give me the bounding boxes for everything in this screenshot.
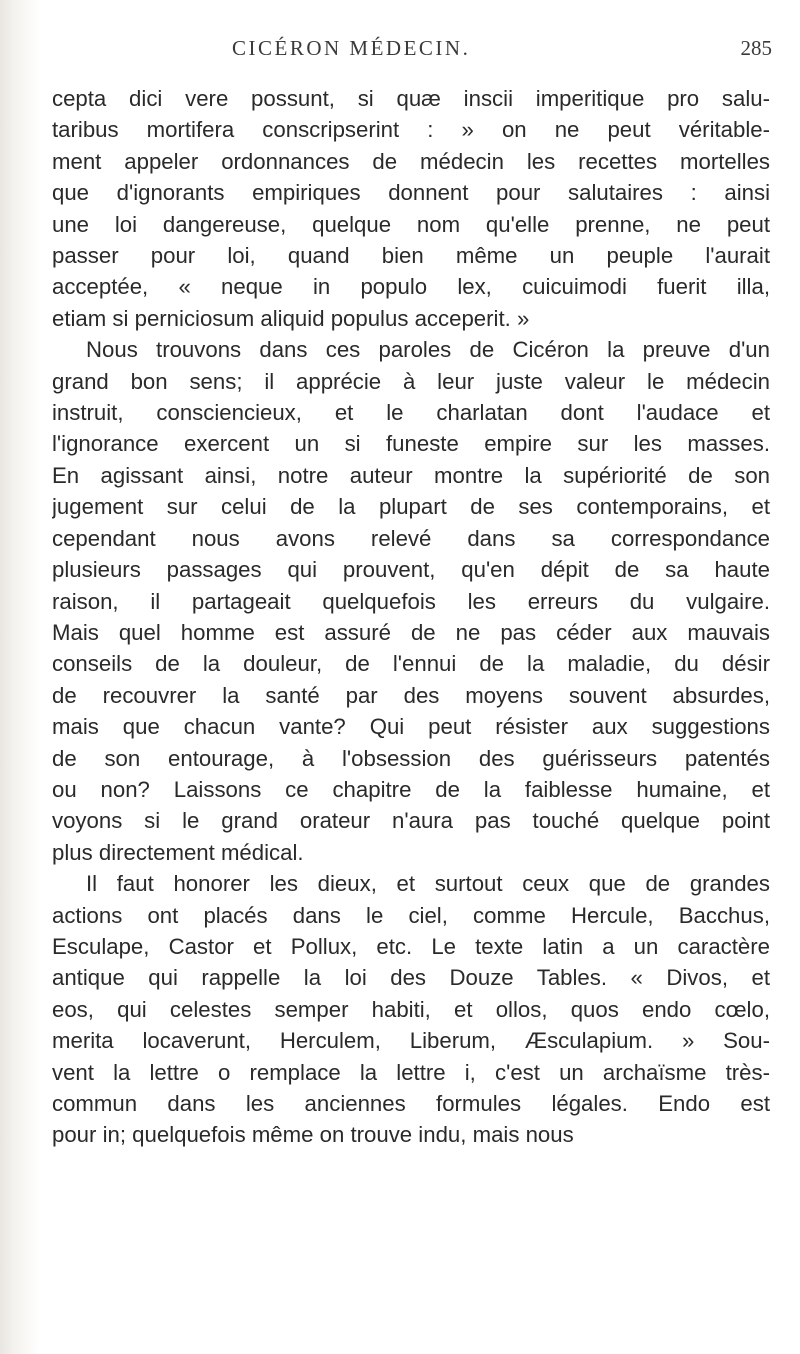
text-line: ou non? Laissons ce chapitre de la faiblesse humaine, et [52, 776, 770, 802]
text-line: plus directement médical. [52, 839, 304, 865]
text-line: ment appeler ordonnances de médecin les recettes mortelles [52, 148, 770, 174]
text-line: etiam si perniciosum aliquid populus acceperit. » [52, 305, 530, 331]
text-line: Esculape, Castor et Pollux, etc. Le texte latin a un caractère [52, 933, 770, 959]
text-line: eos, qui celestes semper habiti, et ollos, quos endo cœlo, [52, 996, 770, 1022]
text-line: acceptée, « neque in populo lex, cuicuimodi fuerit illa, [52, 274, 770, 300]
text-line: pour in; quelquefois même on trouve indu, mais nous [52, 1122, 574, 1148]
text-line: cependant nous avons relevé dans sa correspondance [52, 525, 770, 551]
running-head: CICÉRON MÉDECIN. [232, 36, 471, 60]
text-line: une loi dangereuse, quelque nom qu'elle prenne, ne peut [52, 211, 770, 237]
text-line: que d'ignorants empiriques donnent pour salutaires : ainsi [52, 180, 770, 206]
text-line: l'ignorance exercent un si funeste empire sur les masses. [52, 431, 770, 457]
text-line: commun dans les anciennes formules légales. Endo est [52, 1091, 770, 1116]
text-line: Il faut honorer les dieux, et surtout ceux que de grandes [86, 871, 770, 897]
text-line: raison, il partageait quelquefois les erreurs du vulgaire. [52, 588, 770, 614]
text-line: de son entourage, à l'obsession des guérisseurs patentés [52, 745, 770, 771]
text-line: En agissant ainsi, notre auteur montre la supériorité de son [52, 462, 770, 488]
text-line: grand bon sens; il apprécie à leur juste valeur le médecin [52, 368, 770, 394]
text-line: passer pour loi, quand bien même un peuple l'aurait [52, 243, 770, 269]
text-line: conseils de la douleur, de l'ennui de la maladie, du désir [52, 651, 770, 677]
text-line: vent la lettre o remplace la lettre i, c'est un archaïsme très- [52, 1059, 770, 1085]
text-line: Mais quel homme est assuré de ne pas céder aux mauvais [52, 619, 770, 645]
body-text [52, 83, 770, 1151]
text-line: voyons si le grand orateur n'aura pas touché quelque point [52, 808, 770, 834]
text-line: taribus mortifera conscripserint : » on ne peut véritable- [52, 117, 770, 143]
text-line: merita locaverunt, Herculem, Liberum, Æsculapium. » Sou- [52, 1028, 770, 1054]
text-line: Nous trouvons dans ces paroles de Cicéron la preuve d'un [86, 337, 770, 363]
text-line: plusieurs passages qui prouvent, qu'en dépit de sa haute [52, 557, 770, 583]
text-line: mais que chacun vante? Qui peut résister aux suggestions [52, 714, 770, 740]
text-line: jugement sur celui de la plupart de ses contemporains, et [52, 494, 770, 520]
page-header [232, 36, 772, 66]
text-line: instruit, consciencieux, et le charlatan dont l'audace et [52, 400, 770, 426]
text-line: actions ont placés dans le ciel, comme Hercule, Bacchus, [52, 902, 770, 928]
text-line: antique qui rappelle la loi des Douze Tables. « Divos, et [52, 965, 770, 991]
text-line: cepta dici vere possunt, si quæ inscii imperitique pro salu- [52, 86, 770, 111]
page-number: 285 [740, 36, 772, 60]
text-line: de recouvrer la santé par des moyens souvent absurdes, [52, 682, 770, 708]
